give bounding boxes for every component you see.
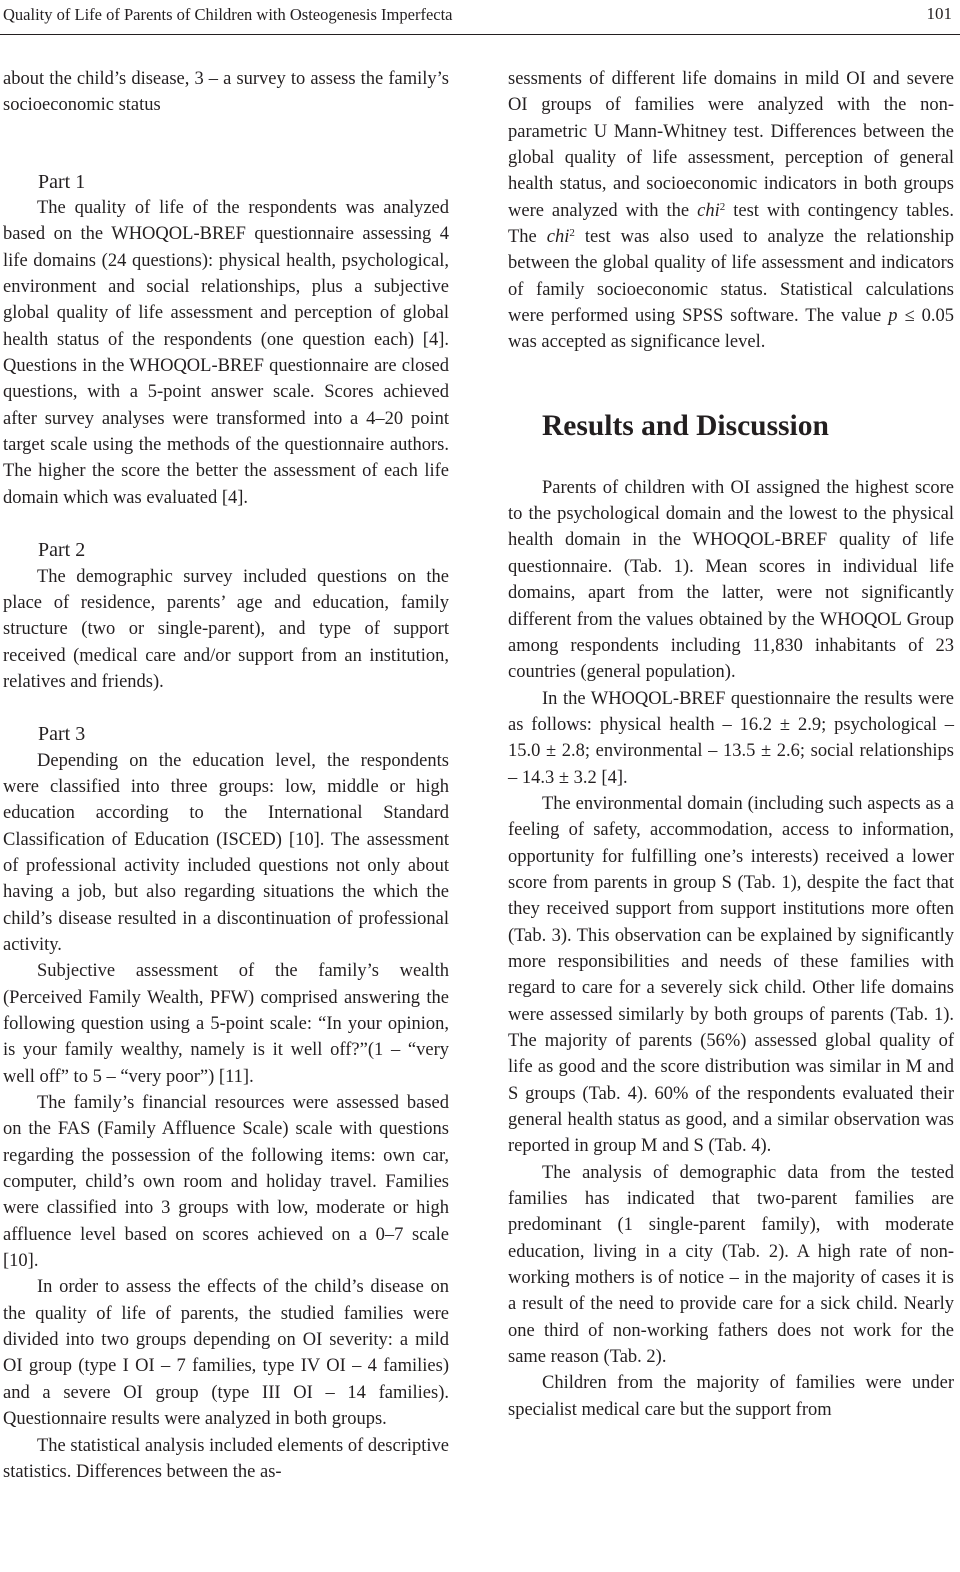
page-number: 101 bbox=[926, 4, 952, 23]
results-heading: Results and Discussion bbox=[542, 409, 829, 442]
results-paragraph-3: The environmental domain (including such aspects as a feeling of safety, accommodation, access to information, opportunity for fulfilling one’s interests) received a lower score from parents in group S (Tab. 1), despite the fact that they received support from support institutions more often (Tab. 3). This observation can be explained by significantly more responsibilities and needs of these families with regard to care for a severely sick child. Other life domains were assessed similarly by both groups of parents (Tab. 1). The majority of parents (56%) assessed global quality of life as good and the score distribution was similar in M and S groups (Tab. 4). 60% of the respondents evaluated their general health status as good, and a similar observation was reported in group M and S (Tab. 4). bbox=[508, 793, 954, 1157]
intro-paragraph: about the child’s disease, 3 – a survey to assess the family’s socioeconomic status bbox=[3, 69, 449, 116]
results-paragraph-4: The analysis of demographic data from the tested families has indicated that two-parent families are predominant (1 single-parent family), with moderate education, living in a city (Tab. 2). A high rate of non-working mothers is of notice – in the majority of cases it is a result of the need to provide care for a sick child. Nearly one third of non-working fathers does not work for the same reason (Tab. 2). bbox=[508, 1162, 954, 1368]
part3-paragraph-4: In order to assess the effects of the child’s disease on the quality of life of parents, the studied families were divided into two groups depending on OI severity: a mild OI group (type I OI – 7 families, type IV OI – 4 families) and a severe OI group (type III OI – 14 families). Questionnaire results were analyzed in both groups. bbox=[3, 1277, 449, 1430]
part2-paragraph: The demographic survey included questions on the place of residence, parents’ age and education, family structure (two or single-parent), and type of support received (medical care and/or support from an institution, relatives and friends). bbox=[3, 566, 449, 692]
running-title: Quality of Life of Parents of Children with Osteogenesis Imperfecta bbox=[3, 5, 453, 24]
results-paragraph-5: Children from the majority of families were under specialist medical care but the support from bbox=[508, 1373, 954, 1420]
part3-heading: Part 3 bbox=[38, 723, 86, 746]
part2-heading: Part 2 bbox=[38, 539, 86, 562]
part1-heading: Part 1 bbox=[38, 170, 86, 193]
results-paragraph-1: Parents of children with OI assigned the highest score to the psychological domain and the lowest to the physical health domain in the WHOQOL-BREF quality of life questionnaire. (Tab. 1). Mean scores in individual life domains, apart from the latter, were not significantly different from the values obtained by the WHOQOL Group among respondents including 11,830 inhabitants of 23 countries (general population). bbox=[508, 477, 954, 683]
chi-symbol: chi bbox=[546, 227, 570, 248]
part3-paragraph-5: The statistical analysis included elements of descriptive statistics. Differences between the as- bbox=[3, 1435, 450, 1482]
left-column bbox=[3, 66, 449, 1485]
methods-text-d: ≤ 0.05 was accepted as significance level. bbox=[508, 306, 955, 353]
methods-text-b: test with contingency tables. The bbox=[508, 200, 954, 248]
part3-paragraph-3: The family’s financial resources were assessed based on the FAS (Family Affluence Scale) scale with questions regarding the possession of the following items: own car, computer, child’s own room and holiday travel. Families were classified into 3 groups with low, moderate or high affluence level based on scores achieved on a 0–7 scale [10]. bbox=[3, 1093, 449, 1272]
methods-continued-paragraph bbox=[508, 66, 954, 356]
right-column bbox=[508, 66, 954, 1423]
chi-symbol: chi bbox=[697, 200, 720, 221]
results-paragraph-2: In the WHOQOL-BREF questionnaire the results were as follows: physical health – 16.2 ± 2.9; psychological – 15.0 ± 2.8; environmental – 13.5 ± 2.6; social relationships – 14.3 ± 3.2 [4]. bbox=[508, 688, 954, 788]
part1-paragraph: The quality of life of the respondents was analyzed based on the WHOQOL-BREF questionnaire assessing 4 life domains (24 questions): physical health, psychological, environment and social relationships, plus a subjective global quality of life assessment and perception of global health status of the respondents (one question each) [4]. Questions in the WHOQOL-BREF questionnaire are closed questions, with a 5-point answer scale. Scores achieved after survey analyses were transformed into a 4–20 point target scale using the methods of the questionnaire authors. The higher the score the better the assessment of each life domain which was evaluated [4]. bbox=[3, 198, 449, 508]
methods-text-a: sessments of different life domains in mild OI and severe OI groups of families were analyzed with the non-parametric U Mann-Whitney test. Differences between the global quality of life assessment, perception of general health status, and socioeconomic indicators in both groups were analyzed with the bbox=[508, 69, 954, 221]
methods-text-c: test was also used to analyze the relationship between the global quality of life assessment and indicators of family socioeconomic status. Statistical calculations were performed using SPSS software. The value bbox=[508, 227, 954, 327]
chi-superscript: 2 bbox=[569, 227, 575, 240]
part3-paragraph-2: Subjective assessment of the family’s wealth (Perceived Family Wealth, PFW) comprised answering the following question using a 5-point scale: “In your opinion, is your family wealthy, namely is it well off?”(1 – “very well off” to 5 – “very poor”) [11]. bbox=[3, 961, 449, 1087]
chi-superscript: 2 bbox=[719, 200, 726, 213]
part3-paragraph-1: Depending on the education level, the respondents were classified into three groups: low, middle or high education according to the International Standard Classification of Education (ISCED) [10]. The assessment of professional activity included questions not only about having a job, but also regarding situations the which the child’s disease resulted in a discontinuation of professional activity. bbox=[3, 750, 449, 955]
p-value-symbol: p bbox=[888, 306, 898, 327]
header-rule bbox=[0, 34, 960, 35]
